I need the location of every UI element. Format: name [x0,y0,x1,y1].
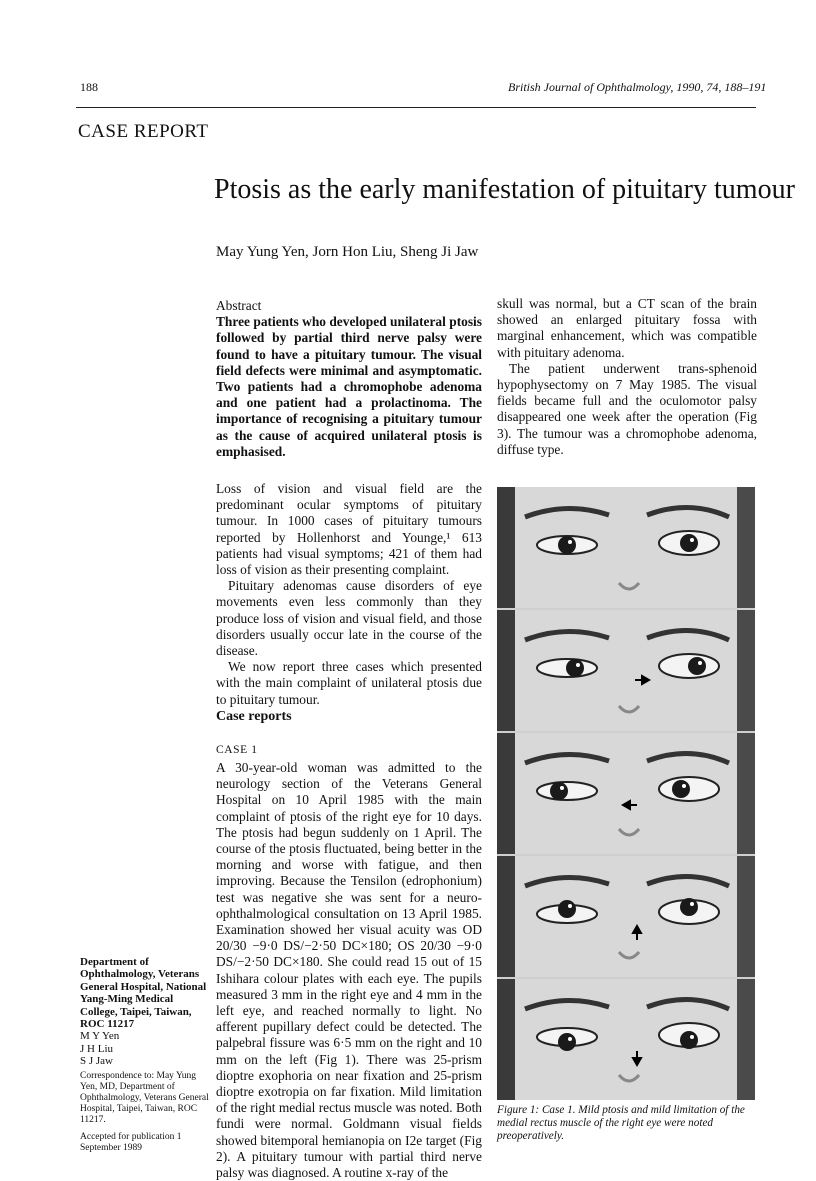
photo-panel-5 [497,979,755,1100]
affiliation-name-3: S J Jaw [80,1055,114,1068]
accepted-date: Accepted for publication 1 September 1989 [80,1131,182,1153]
page-number: 188 [80,80,98,94]
hair-left [497,733,515,854]
figure-1-caption: Figure 1: Case 1. Mild ptosis and mild limitation of the medial rectus muscle of the right eye were noted preoperatively. [497,1104,745,1142]
case1-text: A 30-year-old woman was admitted to the neurology section of the Veterans General Hospital on 10 April 1985 with the main complaint of ptosis of the right eye for 10 days. The ptosis had begun suddenly on 1 April. The course of the ptosis fluctuated, being better in the morning and worse with fatigue, and then improving. Because the Tensilon (edrophonium) test was negative she was sent for a neuro-ophthalmological consultation on 13 April 1985. Examination showed her visual acuity was OD 20/30 −9·0 DS/−2·50 DC×180; OS 20/30 −9·0 DS/−2·50 DC×180. She could read 15 out of 15 Ishihara colour plates with each eye. The pupils measured 3 mm in the right eye and 4 mm in the left eye, and reached normally to light. No afferent pupillary defect could be detected. The palpebral fissure was 6·5 mm on the right and 10 mm on the left (Fig 1). There was 25-prism dioptre exophoria on near fixation and 25-prism dioptre exotropia on far fixation. Mild limitation of the right medial rectus muscle was noted. Both fundi were normal. Goldmann visual fields showed bitemporal hemianopia on I2e target (Fig 2). A pituitary tumour with partial third nerve palsy was diagnosed. A routine x-ray of the [216,760,482,1181]
eye-highlight-right [690,902,694,906]
hair-left [497,610,515,731]
affiliation-name-1: M Y Yen [80,1030,120,1043]
correspondence-note: Correspondence to: May Yung Yen, MD, Department of Ophthalmology, Veterans General Hospital, Taipei, Taiwan, ROC 11217. [80,1070,209,1125]
hair-left [497,979,515,1100]
iris-left [558,536,576,554]
hair-left [497,487,515,608]
iris-right [688,657,706,675]
affiliation-department: Department of Ophthalmology, Veterans General Hospital, National Yang-Ming Medical College, Taipei, Taiwan, ROC 11217 [80,956,207,1031]
eye-highlight-left [568,540,572,544]
abstract-heading: Abstract [216,298,262,313]
photo-panel-1 [497,487,755,608]
iris-left [566,659,584,677]
hair-right [737,856,755,977]
journal-citation: British Journal of Ophthalmology, 1990, 74, 188–191 [508,80,767,94]
photo-panel-4 [497,856,755,977]
hair-right [737,487,755,608]
iris-right [680,898,698,916]
iris-left [558,900,576,918]
abstract [216,298,482,460]
eye-highlight-left [568,1037,572,1041]
iris-right [672,780,690,798]
hair-left [497,856,515,977]
eye-highlight-right [698,661,702,665]
eye-highlight-right [690,1035,694,1039]
hair-right [737,733,755,854]
header-rule [76,107,756,108]
hair-right [737,610,755,731]
eye-highlight-right [682,784,686,788]
photo-panel-3 [497,733,755,854]
abstract-text: Three patients who developed unilateral ptosis followed by partial third nerve palsy were found to have a pituitary tumour. The visual field defects were minimal and asymptomatic. Two patients had a chromophobe adenoma and one patient had a prolactinoma. The importance of recognising a pituitary tumour as the cause of acquired unilateral ptosis is emphasised. [216,314,482,459]
iris-left [558,1033,576,1051]
eye-highlight-left [568,904,572,908]
case1-label: CASE 1 [216,744,258,756]
case-reports-heading: Case reports [216,709,292,724]
right-paragraph-2: The patient underwent trans-sphenoid hypophysectomy on 7 May 1985. The visual fields became full and the oculomotor palsy disappeared one week after the operation (Fig 3). The tumour was a chromophobe adenoma, diffuse type. [497,360,757,457]
article-title: Ptosis as the early manifestation of pituitary tumour [214,174,795,205]
hair-right [737,979,755,1100]
figure-1-photos [497,487,755,1100]
photo-panel-2 [497,610,755,731]
eye-highlight-left [576,663,580,667]
intro-paragraph-2: Pituitary adenomas cause disorders of eye movements even less commonly than they produce loss of vision and visual field, and those disorders usually occur late in the course of the disease. [216,578,482,659]
right-paragraph-1: skull was normal, but a CT scan of the brain showed an enlarged pituitary fossa with marginal enhancement, which was compatible with pituitary adenoma. [497,296,757,360]
eye-highlight-left [560,786,564,790]
introduction [216,481,482,708]
iris-left [550,782,568,800]
iris-right [680,1031,698,1049]
affiliation-sidebar [80,956,212,1154]
author-list: May Yung Yen, Jorn Hon Liu, Sheng Ji Jaw [216,244,479,260]
affiliation-name-2: J H Liu [80,1042,113,1055]
eye-highlight-right [690,538,694,542]
intro-paragraph-1: Loss of vision and visual field are the predominant ocular symptoms of pituitary tumour. In 1000 cases of pituitary tumours reported by Hollenhorst and Younge,¹ 613 patients had visual symptoms; 421 of them had loss of vision as their presenting complaint. [216,481,482,578]
right-column-text [497,296,757,458]
iris-right [680,534,698,552]
intro-paragraph-3: We now report three cases which presented with the main complaint of unilateral ptosis due to pituitary tumour. [216,659,482,707]
section-label: CASE REPORT [78,121,209,142]
